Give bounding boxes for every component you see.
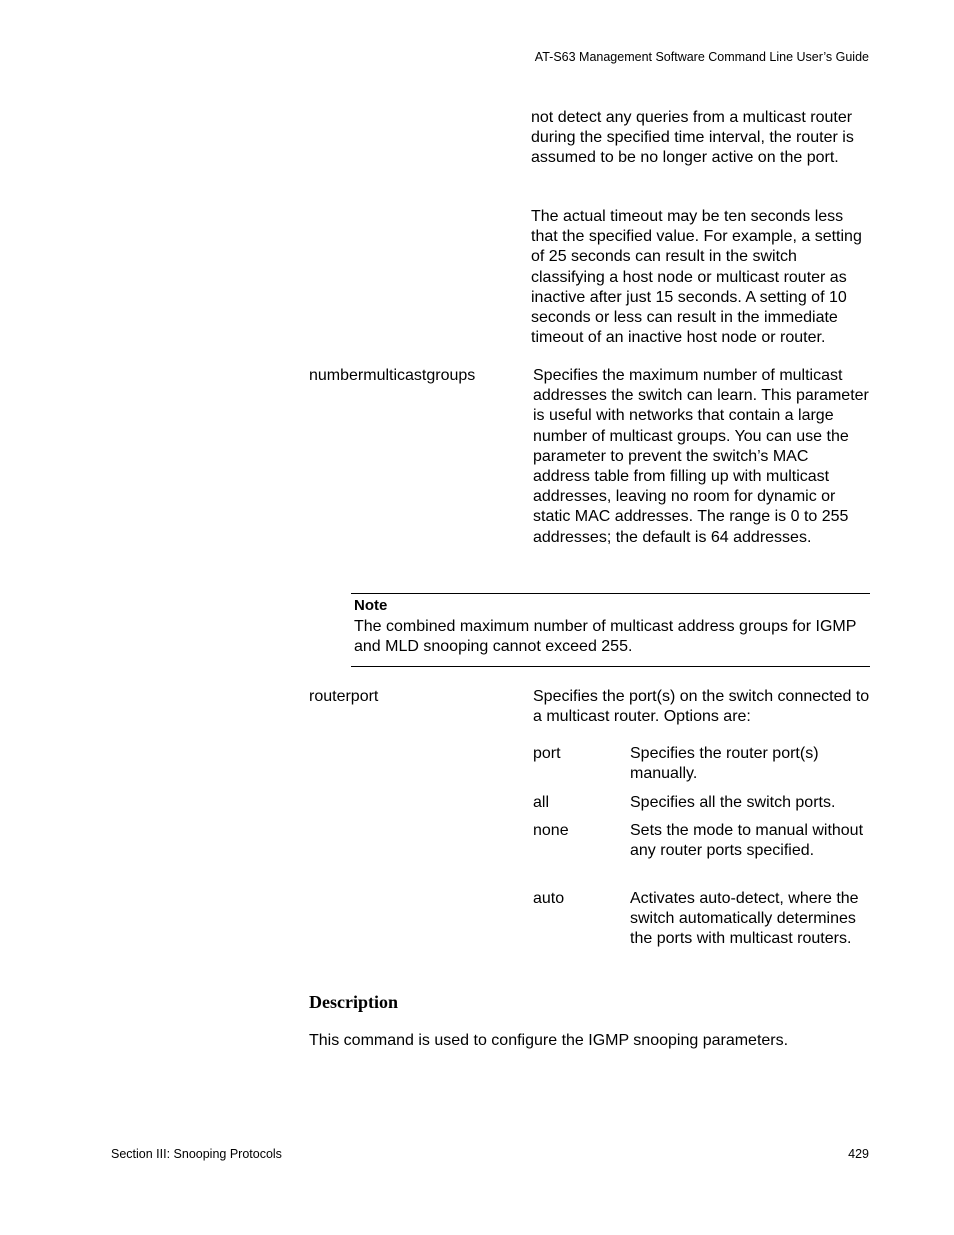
- option-desc-port: Specifies the router port(s) manually.: [630, 745, 819, 783]
- footer-section: Section III: Snooping Protocols: [111, 1147, 282, 1161]
- option-name-auto: auto: [533, 890, 565, 907]
- note-top-rule: [351, 593, 870, 594]
- description-text: This command is used to configure the IGMP snooping parameters.: [309, 1032, 789, 1049]
- param-desc-routerport: Specifies the port(s) on the switch connected to a multicast router. Options are:: [533, 688, 870, 726]
- continuation-paragraph-1: not detect any queries from a multicast router during the specified time interval, the router is assumed to be no longer active on the port.: [531, 109, 854, 167]
- param-desc-numbermulticastgroups: Specifies the maximum number of multicast addresses the switch can learn. This parameter is useful with networks that contain a large number of multicast groups. You can use the parameter to prevent the switch’s MAC address table from filling up with multicast addresses, leaving no room for dynamic or static MAC addresses. The range is 0 to 255 addresses; the default is 64 addresses.: [533, 367, 869, 546]
- option-desc-none: Sets the mode to manual without any router ports specified.: [630, 822, 864, 860]
- note-bottom-rule: [351, 666, 870, 667]
- footer-page-number: 429: [848, 1147, 869, 1161]
- continuation-paragraph-2: The actual timeout may be ten seconds less that the specified value. For example, a setting of 25 seconds can result in the switch classifying a host node or multicast router as inactive after just 15 seconds. A setting of 10 seconds or less can result in the immediate timeout of an inactive host node or router.: [531, 208, 862, 347]
- option-name-all: all: [533, 794, 550, 811]
- option-desc-auto: Activates auto-detect, where the switch automatically determines the ports with multicast routers.: [630, 890, 859, 948]
- param-name-routerport: routerport: [309, 688, 379, 705]
- description-heading: Description: [309, 992, 398, 1012]
- option-name-none: none: [533, 822, 569, 839]
- note-text: The combined maximum number of multicast address groups for IGMP and MLD snooping cannot exceed 255.: [354, 618, 857, 656]
- option-desc-all: Specifies all the switch ports.: [630, 794, 836, 811]
- running-header: AT-S63 Management Software Command Line User’s Guide: [534, 50, 869, 64]
- option-name-port: port: [533, 745, 561, 762]
- note-title: Note: [354, 597, 388, 614]
- param-name-numbermulticastgroups: numbermulticastgroups: [309, 367, 476, 384]
